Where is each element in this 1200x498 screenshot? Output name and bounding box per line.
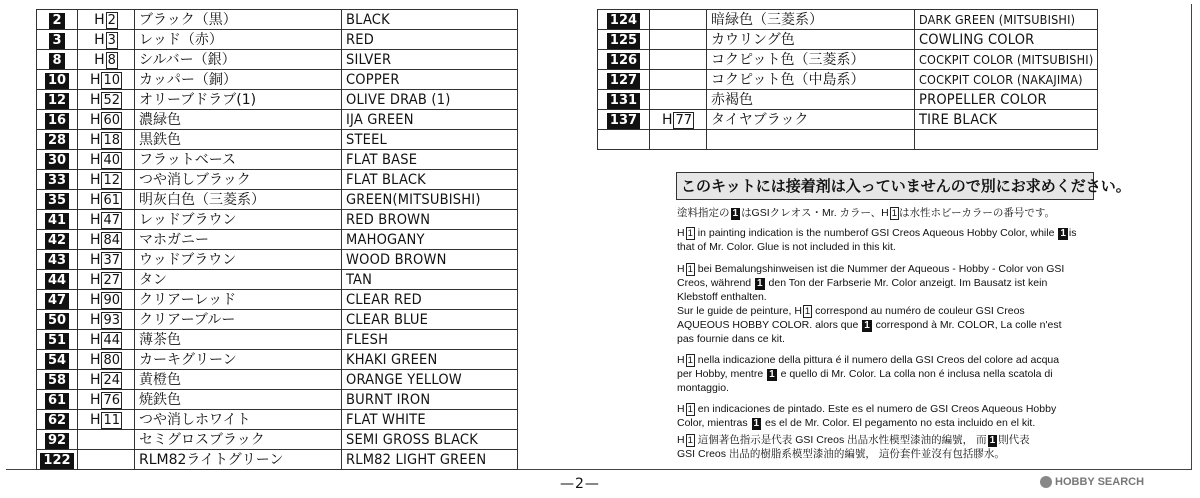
color-name-jp bbox=[707, 130, 915, 150]
mr-color-number bbox=[37, 410, 78, 430]
color-name-jp: ブラック（黒） bbox=[135, 10, 342, 30]
color-name-en: FLAT WHITE bbox=[342, 410, 518, 430]
h-prefix: H bbox=[89, 371, 101, 388]
mr-color-number bbox=[37, 150, 78, 170]
color-name-jp: 濃緑色 bbox=[135, 110, 342, 130]
color-row bbox=[598, 70, 1098, 90]
color-row bbox=[598, 90, 1098, 110]
mr-color-badge: 61 bbox=[45, 393, 69, 409]
color-name-en: COWLING COLOR bbox=[915, 30, 1098, 50]
mr-color-badge: 50 bbox=[45, 313, 69, 329]
watermark-logo-icon bbox=[1040, 476, 1052, 488]
mr-color-badge: 127 bbox=[607, 73, 640, 89]
aqueous-color-number bbox=[650, 90, 707, 110]
color-row bbox=[598, 50, 1098, 70]
color-name-en: COPPER bbox=[342, 70, 518, 90]
mr-color-number bbox=[37, 10, 78, 30]
h-prefix: H bbox=[94, 11, 105, 28]
mr-color-badge: 44 bbox=[45, 273, 69, 289]
color-name-jp: つや消しブラック bbox=[135, 170, 342, 190]
color-row bbox=[37, 390, 518, 410]
mr-color-number bbox=[37, 90, 78, 110]
mr-color-badge: 51 bbox=[45, 333, 69, 349]
color-name-jp: 赤褐色 bbox=[707, 90, 915, 110]
aqueous-color-number bbox=[78, 370, 135, 390]
color-name-en: FLAT BLACK bbox=[342, 170, 518, 190]
color-name-jp: カッパー（銅） bbox=[135, 70, 342, 90]
mr-color-number bbox=[37, 270, 78, 290]
aqueous-color-box: 84 bbox=[103, 232, 121, 248]
mr-color-badge: 30 bbox=[45, 153, 69, 169]
mr-color-badge: 8 bbox=[49, 53, 64, 69]
legend-zh-1: H 1 這個著色指示是代表 GSI Creos 出品水性模型漆油的編號， 而 1 則代表 bbox=[677, 434, 1030, 446]
mr-color-badge: 10 bbox=[45, 73, 69, 89]
color-name-en: FLESH bbox=[342, 330, 518, 350]
mr-color-badge: 41 bbox=[45, 213, 69, 229]
h-prefix: H bbox=[89, 351, 101, 368]
mr-color-badge: 126 bbox=[607, 53, 640, 69]
aqueous-color-box: 61 bbox=[103, 192, 121, 208]
legend-it-3: montaggio. bbox=[677, 382, 729, 394]
color-name-jp: コクピット色（中島系） bbox=[707, 70, 915, 90]
mr-color-badge: 28 bbox=[45, 133, 69, 149]
mr-color-number bbox=[37, 190, 78, 210]
h-prefix: H bbox=[89, 411, 101, 428]
color-table-left bbox=[36, 9, 518, 470]
mr-color-badge: 137 bbox=[607, 113, 640, 129]
color-name-en: COCKPIT COLOR (NAKAJIMA) bbox=[915, 70, 1098, 90]
color-name-jp: 黄橙色 bbox=[135, 370, 342, 390]
mr-color-number bbox=[598, 110, 650, 130]
color-row bbox=[37, 10, 518, 30]
mr-color-number bbox=[37, 350, 78, 370]
color-row bbox=[37, 110, 518, 130]
mr-color-number bbox=[37, 250, 78, 270]
legend-es-2: Color, mientras 1 es el de Mr. Color. El pegamento no esta incluido en el kit. bbox=[677, 417, 1036, 429]
aqueous-color-number bbox=[78, 430, 135, 450]
aqueous-color-number bbox=[650, 130, 707, 150]
color-row bbox=[37, 150, 518, 170]
aqueous-color-number bbox=[78, 130, 135, 150]
mr-color-number bbox=[37, 390, 78, 410]
aqueous-color-number bbox=[78, 110, 135, 130]
mr-color-number bbox=[37, 70, 78, 90]
color-row bbox=[37, 450, 518, 470]
color-name-en: SEMI GROSS BLACK bbox=[342, 430, 518, 450]
aqueous-color-number bbox=[78, 330, 135, 350]
mr-color-number bbox=[37, 230, 78, 250]
color-name-jp: コクピット色（三菱系） bbox=[707, 50, 915, 70]
aqueous-color-box: 18 bbox=[103, 132, 121, 148]
color-name-en: COCKPIT COLOR (MITSUBISHI) bbox=[915, 50, 1098, 70]
color-row bbox=[598, 130, 1098, 150]
color-name-jp: セミグロスブラック bbox=[135, 430, 342, 450]
color-name-en: TAN bbox=[342, 270, 518, 290]
color-row bbox=[37, 170, 518, 190]
h-prefix: H bbox=[89, 111, 101, 128]
legend-fr-1: Sur le guide de peinture, H 1 correspond au numéro de couleur GSI Creos bbox=[677, 305, 1025, 317]
aqueous-color-box: 11 bbox=[103, 412, 121, 428]
aqueous-color-box: 76 bbox=[103, 392, 121, 408]
mr-color-number bbox=[37, 330, 78, 350]
h-prefix: H bbox=[89, 91, 101, 108]
mr-color-number bbox=[598, 70, 650, 90]
color-name-en: CLEAR BLUE bbox=[342, 310, 518, 330]
color-name-en: SILVER bbox=[342, 50, 518, 70]
legend-fr-3: pas fournie dans ce kit. bbox=[677, 333, 785, 345]
color-name-en: ORANGE YELLOW bbox=[342, 370, 518, 390]
mr-color-badge: 124 bbox=[607, 13, 640, 29]
color-row bbox=[598, 10, 1098, 30]
h-prefix: H bbox=[89, 231, 101, 248]
mr-color-badge: 35 bbox=[45, 193, 69, 209]
color-name-en: GREEN(MITSUBISHI) bbox=[342, 190, 518, 210]
color-name-jp: RLM82ライトグリーン bbox=[135, 450, 342, 470]
aqueous-color-number bbox=[78, 90, 135, 110]
color-row bbox=[37, 250, 518, 270]
h-prefix: H bbox=[94, 51, 105, 68]
legend-es-1: H 1 en indicaciones de pintado. Este es el numero de GSI Creos Aqueous Hobby bbox=[677, 403, 1057, 415]
aqueous-color-number bbox=[78, 350, 135, 370]
aqueous-color-box: 37 bbox=[103, 252, 121, 268]
color-row bbox=[37, 270, 518, 290]
aqueous-color-number bbox=[78, 390, 135, 410]
aqueous-color-box: 90 bbox=[103, 292, 121, 308]
color-row bbox=[37, 430, 518, 450]
mr-color-badge: 3 bbox=[49, 33, 64, 49]
color-row bbox=[37, 290, 518, 310]
color-name-en: RLM82 LIGHT GREEN bbox=[342, 450, 518, 470]
color-name-en: KHAKI GREEN bbox=[342, 350, 518, 370]
h-prefix: H bbox=[89, 271, 101, 288]
h-prefix: H bbox=[89, 171, 101, 188]
color-row bbox=[37, 30, 518, 50]
color-name-jp: クリアーレッド bbox=[135, 290, 342, 310]
aqueous-color-box: 24 bbox=[103, 372, 121, 388]
aqueous-color-number bbox=[78, 210, 135, 230]
aqueous-color-number bbox=[78, 30, 135, 50]
color-row bbox=[37, 190, 518, 210]
h-prefix: H bbox=[89, 251, 101, 268]
aqueous-color-number bbox=[78, 450, 135, 470]
color-name-jp: クリアーブルー bbox=[135, 310, 342, 330]
aqueous-color-number bbox=[78, 270, 135, 290]
color-row bbox=[37, 330, 518, 350]
mr-color-number bbox=[598, 30, 650, 50]
aqueous-color-number bbox=[78, 10, 135, 30]
color-name-jp: 暗緑色（三菱系） bbox=[707, 10, 915, 30]
mr-color-badge: 47 bbox=[45, 293, 69, 309]
mr-color-number bbox=[37, 370, 78, 390]
mr-color-badge: 62 bbox=[45, 413, 69, 429]
mr-color-badge: 131 bbox=[607, 93, 640, 109]
aqueous-color-box: 12 bbox=[103, 172, 121, 188]
color-name-en: FLAT BASE bbox=[342, 150, 518, 170]
mr-color-badge: 58 bbox=[45, 373, 69, 389]
color-name-en: WOOD BROWN bbox=[342, 250, 518, 270]
color-name-en: RED bbox=[342, 30, 518, 50]
color-name-en: BURNT IRON bbox=[342, 390, 518, 410]
legend-en-2: that of Mr. Color. Glue is not included in this kit. bbox=[677, 241, 896, 253]
mr-color-number bbox=[37, 50, 78, 70]
color-name-jp: つや消しホワイト bbox=[135, 410, 342, 430]
color-name-jp: タン bbox=[135, 270, 342, 290]
color-name-jp: 焼鉄色 bbox=[135, 390, 342, 410]
mr-color-badge: 122 bbox=[40, 453, 73, 469]
color-row bbox=[598, 110, 1098, 130]
color-name-jp: オリーブドラブ(1) bbox=[135, 90, 342, 110]
mr-color-number bbox=[37, 450, 78, 470]
color-row bbox=[37, 90, 518, 110]
mr-color-number bbox=[37, 170, 78, 190]
legend-de-1: H 1 bei Bemalungshinweisen ist die Nummer der Aqueous - Hobby - Color von GSI bbox=[677, 263, 1065, 275]
glue-notice: このキットには接着剤は入っていませんので別にお求めください。 bbox=[676, 172, 1094, 200]
mr-color-badge: 12 bbox=[45, 93, 69, 109]
h-prefix: H bbox=[661, 111, 673, 128]
color-row bbox=[37, 410, 518, 430]
aqueous-color-number bbox=[650, 70, 707, 90]
color-row bbox=[37, 210, 518, 230]
mr-color-badge: 125 bbox=[607, 33, 640, 49]
mr-color-badge: 42 bbox=[45, 233, 69, 249]
aqueous-color-number bbox=[78, 310, 135, 330]
mr-color-number bbox=[37, 210, 78, 230]
legend-fr-2: AQUEOUS HOBBY COLOR. alors que 1 correspond à Mr. COLOR, La colle n'est bbox=[677, 319, 1062, 331]
color-name-en bbox=[915, 130, 1098, 150]
color-name-jp: ウッドブラウン bbox=[135, 250, 342, 270]
mr-color-badge: 54 bbox=[45, 353, 69, 369]
h-prefix: H bbox=[94, 31, 105, 48]
aqueous-color-number bbox=[650, 10, 707, 30]
aqueous-color-box: 60 bbox=[103, 112, 121, 128]
aqueous-color-number bbox=[78, 170, 135, 190]
color-name-en: OLIVE DRAB (1) bbox=[342, 90, 518, 110]
aqueous-color-number bbox=[78, 50, 135, 70]
color-name-en: IJA GREEN bbox=[342, 110, 518, 130]
mr-color-badge: 33 bbox=[45, 173, 69, 189]
color-name-jp: タイヤブラック bbox=[707, 110, 915, 130]
aqueous-color-number bbox=[78, 190, 135, 210]
aqueous-color-box: 80 bbox=[103, 352, 121, 368]
legend-it-1: H 1 nella indicazione della pittura é il numero della GSI Creos del colore ad acqua bbox=[677, 354, 1060, 366]
aqueous-color-box: 10 bbox=[103, 72, 121, 88]
aqueous-color-box: 2 bbox=[107, 12, 116, 28]
h-prefix: H bbox=[89, 191, 101, 208]
mr-color-badge: 43 bbox=[45, 253, 69, 269]
color-name-jp: マホガニー bbox=[135, 230, 342, 250]
mr-color-number bbox=[37, 130, 78, 150]
color-name-jp: フラットベース bbox=[135, 150, 342, 170]
h-prefix: H bbox=[89, 211, 101, 228]
aqueous-color-box: 93 bbox=[103, 312, 121, 328]
color-row bbox=[37, 70, 518, 90]
mr-color-number bbox=[37, 30, 78, 50]
aqueous-color-number bbox=[78, 230, 135, 250]
color-name-en: MAHOGANY bbox=[342, 230, 518, 250]
aqueous-color-box: 52 bbox=[103, 92, 121, 108]
aqueous-color-number bbox=[78, 410, 135, 430]
aqueous-color-number bbox=[78, 250, 135, 270]
color-row bbox=[37, 370, 518, 390]
color-name-en: BLACK bbox=[342, 10, 518, 30]
color-row bbox=[37, 310, 518, 330]
aqueous-color-number bbox=[650, 30, 707, 50]
h-prefix: H bbox=[89, 71, 101, 88]
legend-it-2: per Hobby, mentre 1 e quello di Mr. Color. La colla non é inclusa nella scatola di bbox=[677, 368, 1053, 380]
color-name-jp: 薄茶色 bbox=[135, 330, 342, 350]
aqueous-color-box: 47 bbox=[103, 212, 121, 228]
mr-color-number bbox=[598, 10, 650, 30]
color-name-en: TIRE BLACK bbox=[915, 110, 1098, 130]
color-name-jp: レッドブラウン bbox=[135, 210, 342, 230]
legend-de-2: Creos, während 1 den Ton der Farbserie Mr. Color anzeigt. Im Bausatz ist kein bbox=[677, 277, 1048, 289]
page-number: —2— bbox=[560, 476, 600, 492]
color-table-right bbox=[597, 9, 1098, 150]
h-prefix: H bbox=[89, 151, 101, 168]
mr-color-number bbox=[37, 110, 78, 130]
color-name-jp: 明灰白色（三菱系） bbox=[135, 190, 342, 210]
mr-color-badge: 92 bbox=[45, 433, 69, 449]
color-name-en: DARK GREEN (MITSUBISHI) bbox=[915, 10, 1098, 30]
aqueous-color-box: 40 bbox=[103, 152, 121, 168]
aqueous-color-number bbox=[78, 290, 135, 310]
legend-de-3: Klebstoff enthalten. bbox=[677, 291, 767, 303]
color-row bbox=[37, 350, 518, 370]
color-name-jp: シルバー（銀） bbox=[135, 50, 342, 70]
legend-en-1: H 1 in painting indication is the numberof GSI Creos Aqueous Hobby Color, while 1 is bbox=[677, 227, 1077, 239]
mr-color-number bbox=[37, 430, 78, 450]
h-prefix: H bbox=[89, 131, 101, 148]
mr-color-number bbox=[598, 90, 650, 110]
mr-color-number bbox=[598, 130, 650, 150]
mr-color-number bbox=[37, 290, 78, 310]
mr-color-badge: 16 bbox=[45, 113, 69, 129]
h-prefix: H bbox=[89, 331, 101, 348]
aqueous-color-box: 3 bbox=[107, 32, 116, 48]
aqueous-color-box: 8 bbox=[107, 52, 116, 68]
color-name-jp: カウリング色 bbox=[707, 30, 915, 50]
color-row bbox=[598, 30, 1098, 50]
color-name-en: PROPELLER COLOR bbox=[915, 90, 1098, 110]
color-row bbox=[37, 230, 518, 250]
legend-jp: 塗料指定の 1 はGSIクレオス・Mr. カラー、H 1 は水性ホビーカラーの番号です。 bbox=[677, 207, 1056, 219]
aqueous-color-number bbox=[78, 150, 135, 170]
color-name-en: RED BROWN bbox=[342, 210, 518, 230]
color-name-jp: レッド（赤） bbox=[135, 30, 342, 50]
mr-color-number bbox=[37, 310, 78, 330]
aqueous-color-number bbox=[650, 110, 707, 130]
aqueous-color-box: 77 bbox=[675, 112, 693, 128]
color-name-en: CLEAR RED bbox=[342, 290, 518, 310]
watermark: HOBBY SEARCH bbox=[1040, 476, 1144, 488]
h-prefix: H bbox=[89, 311, 101, 328]
h-prefix: H bbox=[89, 291, 101, 308]
aqueous-color-number bbox=[650, 50, 707, 70]
color-row bbox=[37, 50, 518, 70]
color-name-jp: カーキグリーン bbox=[135, 350, 342, 370]
color-name-jp: 黒鉄色 bbox=[135, 130, 342, 150]
color-name-en: STEEL bbox=[342, 130, 518, 150]
aqueous-color-number bbox=[78, 70, 135, 90]
legend-zh-2: GSI Creos 出品的樹脂系模型漆油的編號， 這份套件並沒有包括膠水。 bbox=[677, 448, 1005, 460]
mr-color-number bbox=[598, 50, 650, 70]
aqueous-color-box: 44 bbox=[103, 332, 121, 348]
aqueous-color-box: 27 bbox=[103, 272, 121, 288]
h-prefix: H bbox=[89, 391, 101, 408]
color-row bbox=[37, 130, 518, 150]
mr-color-badge: 2 bbox=[49, 13, 64, 29]
